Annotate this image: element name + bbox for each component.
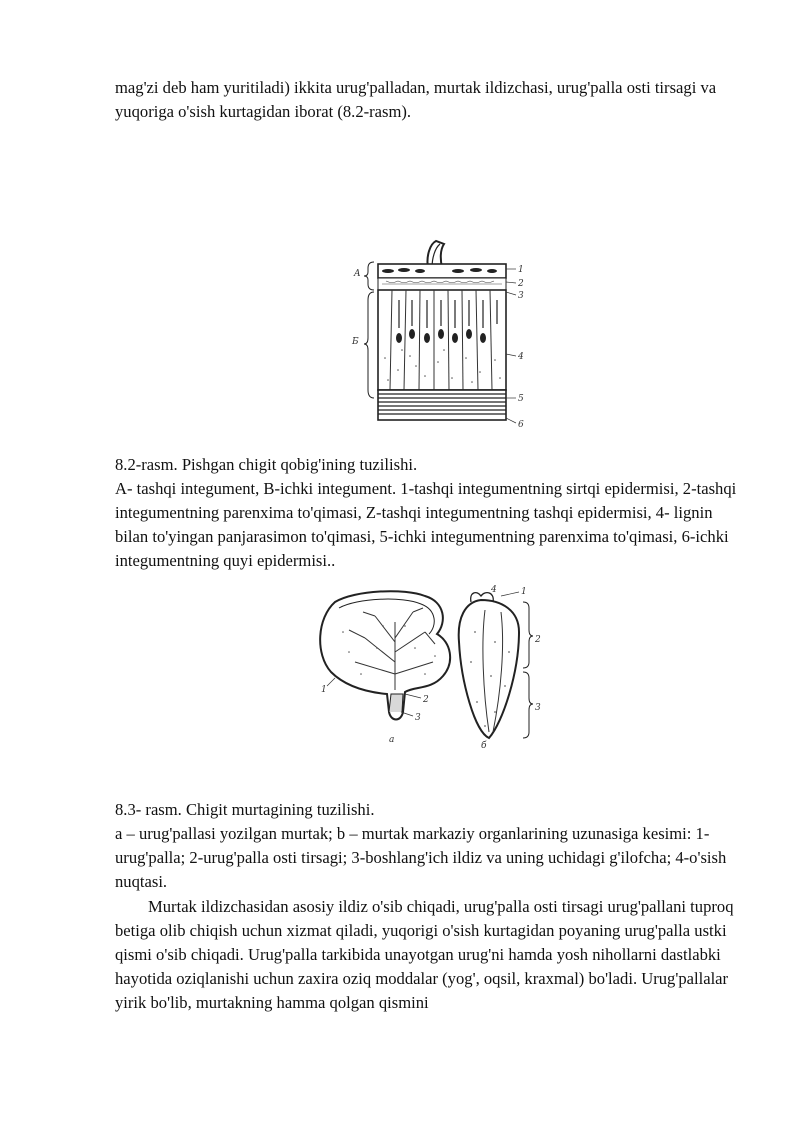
- fig82-label-6: 6: [518, 420, 524, 430]
- fig82-label-a: A: [354, 269, 361, 279]
- fig83a-label-2: 2: [423, 695, 429, 705]
- figure-8-3-illustration: [305, 582, 555, 752]
- fig82-label-1: 1: [518, 265, 524, 275]
- fig82-label-4: 4: [518, 352, 524, 362]
- fig83a-label-1: 1: [321, 685, 327, 695]
- body-paragraph: Murtak ildizchasidan asosiy ildiz o'sib chiqadi, urug'palla osti tirsagi urug'pallani tuproq betiga olib chiqish uchun xizmat qiladi, yuqorigi o'sish kurtagidan poyaning urug'palla ustki qismi o'sib chiqadi. Urug'palla tarkibida unayotgan urug'ni hamda yosh nihollarni dastlabki hayotida oziqlanishi uchun zaxira oziq moddalar (yog', oqsil, kraxmal) bo'ladi. Urug'pallalar yirik bo'lib, murtakning hamma qolgan qismini: [115, 897, 734, 1012]
- intro-paragraph: mag'zi deb ham yuritiladi) ikkita urug'palladan, murtak ildizchasi, urug'palla osti tirsagi va yuqoriga o'sish kurtagidan iborat (8.2-rasm).: [115, 78, 717, 121]
- figure-8-2-caption-title: 8.2-rasm. Pishgan chigit qobig'ining tuzilishi.: [115, 455, 418, 474]
- fig83a-label-a: a: [389, 735, 395, 745]
- fig82-label-b: Б: [352, 337, 359, 347]
- figure-8-3-caption-title: 8.3- rasm. Chigit murtagining tuzilishi.: [115, 800, 375, 819]
- fig82-label-3: 3: [518, 291, 524, 301]
- figure-8-2-illustration: [340, 238, 530, 433]
- figure-8-3-caption-body: a – urug'pallasi yozilgan murtak; b – murtak markaziy organlarining uzunasiga kesimi: 1-urug'palla; 2-urug'palla osti tirsagi; 3-boshlang'ich ildiz va uning uchidagi g'ilofcha; 4-o'sish nuqtasi.: [115, 824, 727, 891]
- figure-8-2-caption-body: A- tashqi integument, B-ichki integument. 1-tashqi integumentning sirtqi epidermisi, 2-tashqi integumentning parenxima to'qimasi, Z-tashqi integumentning tashqi epidermisi, 4- lignin bilan to'yingan panjarasimon to'qimasi, 5-ichki integumentning parenxima to'qimasi, 6-ichki integumentning quyi epidermisi..: [115, 479, 737, 570]
- fig83b-label-3: 3: [535, 703, 541, 713]
- fig82-label-5: 5: [518, 394, 524, 404]
- fig83b-label-b: б: [481, 741, 487, 751]
- fig83b-label-1: 1: [521, 587, 527, 597]
- fig83b-label-4: 4: [491, 585, 497, 595]
- fig83a-label-3: 3: [415, 713, 421, 723]
- fig83b-label-2: 2: [535, 635, 541, 645]
- fig82-label-2: 2: [518, 279, 524, 289]
